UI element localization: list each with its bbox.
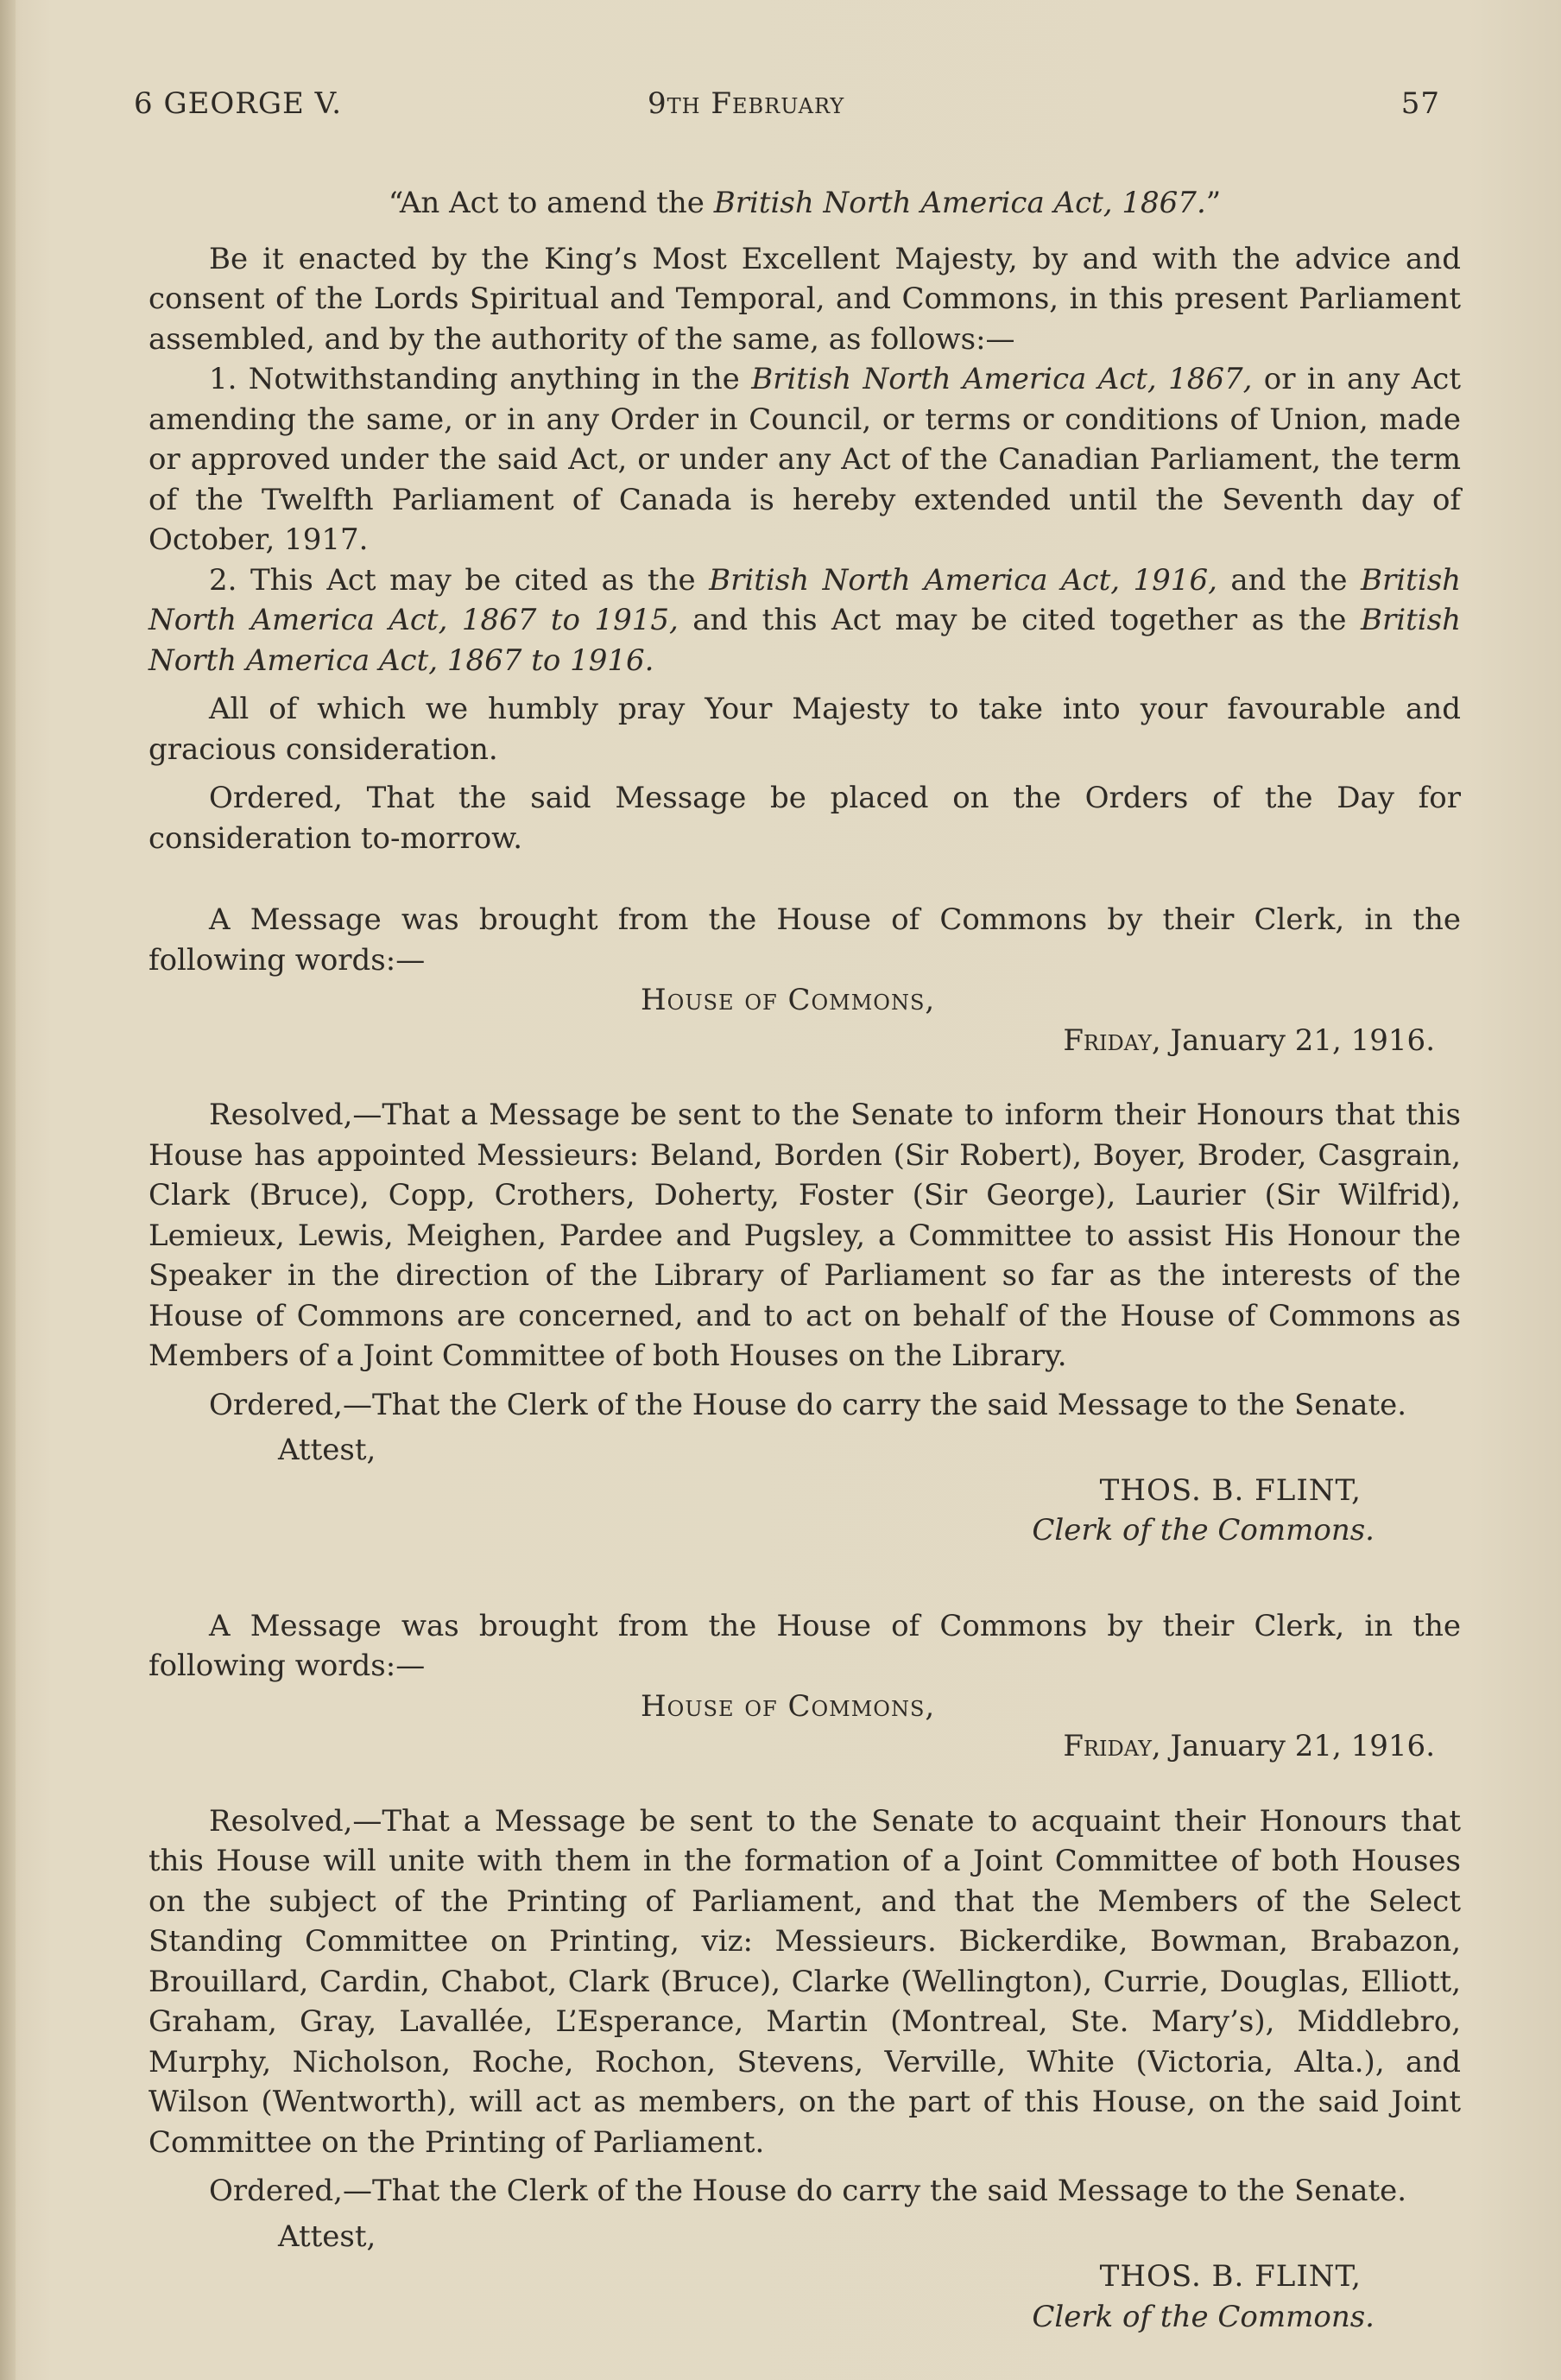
clause-2-act-name-3: British North America Act, 1867 to 1916.	[149, 603, 1461, 678]
message-2-day: Friday,	[1063, 1729, 1161, 1763]
message-2-house: House of Commons,	[641, 1688, 936, 1724]
message-2-intro: A Message was brought from the House of Commons by their Clerk, in the following words:—	[149, 1608, 1461, 1683]
message-library-committee	[149, 900, 1461, 1551]
clause-1-act-name: British North America Act, 1867,	[751, 362, 1253, 396]
clause-1-rest: or in any Act amending the same, or in any Order in Council, or terms or conditions of Union, made or approved under the said Act, or under any Act of the Canadian Parliament, the term of the Twelfth Parliament of Canada is hereby extended until the Seventh day of October, 1917.	[149, 362, 1462, 557]
message-printing-committee	[149, 1606, 1461, 2338]
order-consideration: Ordered, That the said Message be placed on the Orders of the Day for consideration to-morrow.	[149, 781, 1461, 856]
message-2-resolved: Resolved,—That a Message be sent to the Senate to acquaint their Honours that this House will unite with them in the formation of a Joint Committee of both Houses on the subject of the Printing of Parliament, and that the Members of the Select Standing Committee on Printing, viz: Messieurs. Bickerdike, Bowman, Brabazon, Brouillard, Cardin, Chabot, Clark (Bruce), Clarke (Wellington), Currie, Douglas, Elliott, Graham, Gray, Lavallée, L’Esperance, Martin (Montreal, Ste. Mary’s), Middlebro, Murphy, Nicholson, Roche, Rochon, Stevens, Verville, White (Victoria, Alta.), and Wilson (Wentworth), will act as members, on the part of this House, on the said Joint Committee on the Printing of Parliament.	[149, 1803, 1461, 2160]
act-title-italic: British North America Act, 1867.	[713, 186, 1206, 220]
message-1-date: January 21, 1916.	[1170, 1022, 1435, 1058]
message-2-date: January 21, 1916.	[1170, 1729, 1435, 1763]
clause-1	[149, 359, 1461, 560]
enacting-clause: Be it enacted by the King’s Most Excellent Majesty, by and with the advice and consent of the Lords Spiritual and Temporal, and Commons, in this present Parliament assembled, and by the authority of the same, as follows:—	[149, 241, 1461, 357]
header-regnal-year: 6 GEORGE V.	[134, 86, 343, 121]
binding-edge	[0, 0, 16, 2380]
message-1-day: Friday,	[1063, 1022, 1161, 1058]
message-1-house: House of Commons,	[641, 983, 936, 1017]
page-body	[149, 183, 1461, 2337]
message-1-attest: Attest,	[278, 1433, 376, 1467]
message-2-ordered: Ordered,—That the Clerk of the House do carry the said Message to the Senate.	[209, 2174, 1407, 2208]
message-1-signature: THOS. B. FLINT,	[1099, 1472, 1362, 1508]
message-2-attest: Attest,	[278, 2219, 376, 2254]
act-title	[149, 183, 1461, 224]
clause-2-cited: and this Act may be cited together as the	[692, 603, 1347, 637]
message-1-resolved: Resolved,—That a Message be sent to the Senate to inform their Honours that this House has appointed Messieurs: Beland, Borden (Sir Robert), Boyer, Broder, Casgrain, Clark (Bruce), Copp, Crothers, Doherty, Foster (Sir George), Laurier (Sir Wilfrid), Lemieux, Lewis, Meighen, Pardee and Pugsley, a Committee to assist His Honour the Speaker in the direction of the Library of Parliament so far as the interests of the House of Commons are concerned, and to act on behalf of the House of Commons as Members of a Joint Committee of both Houses on the Library.	[149, 1098, 1461, 1373]
message-1-date-line	[149, 1021, 1461, 1061]
act-title-quote: “An Act to amend the	[388, 186, 705, 220]
clause-2	[149, 560, 1461, 681]
clause-2-start: 2. This Act may be cited as the	[209, 562, 696, 598]
message-1-signature-title: Clerk of the Commons.	[1032, 1513, 1375, 1548]
message-2-date-line	[149, 1726, 1461, 1767]
message-1-ordered: Ordered,—That the Clerk of the House do carry the said Message to the Senate.	[209, 1387, 1407, 1422]
clause-2-act-name-1: British North America Act, 1916,	[709, 562, 1217, 598]
header-date: 9th February	[648, 86, 845, 121]
clause-1-start: 1. Notwithstanding anything in the	[209, 362, 740, 396]
message-1-intro: A Message was brought from the House of Commons by their Clerk, in the following words:—	[149, 902, 1461, 978]
page-number: 57	[1400, 86, 1440, 121]
message-2-signature: THOS. B. FLINT,	[1099, 2259, 1362, 2294]
act-title-end: ”	[1205, 186, 1222, 220]
message-2-signature-title: Clerk of the Commons.	[1032, 2299, 1375, 2334]
prayer: All of which we humbly pray Your Majesty to take into your favourable and gracious consideration.	[149, 692, 1461, 767]
clause-2-and: and the	[1230, 562, 1348, 598]
running-header	[134, 86, 1440, 130]
clause-2-act-name-2: British North America Act, 1867 to 1915,	[149, 562, 1462, 637]
